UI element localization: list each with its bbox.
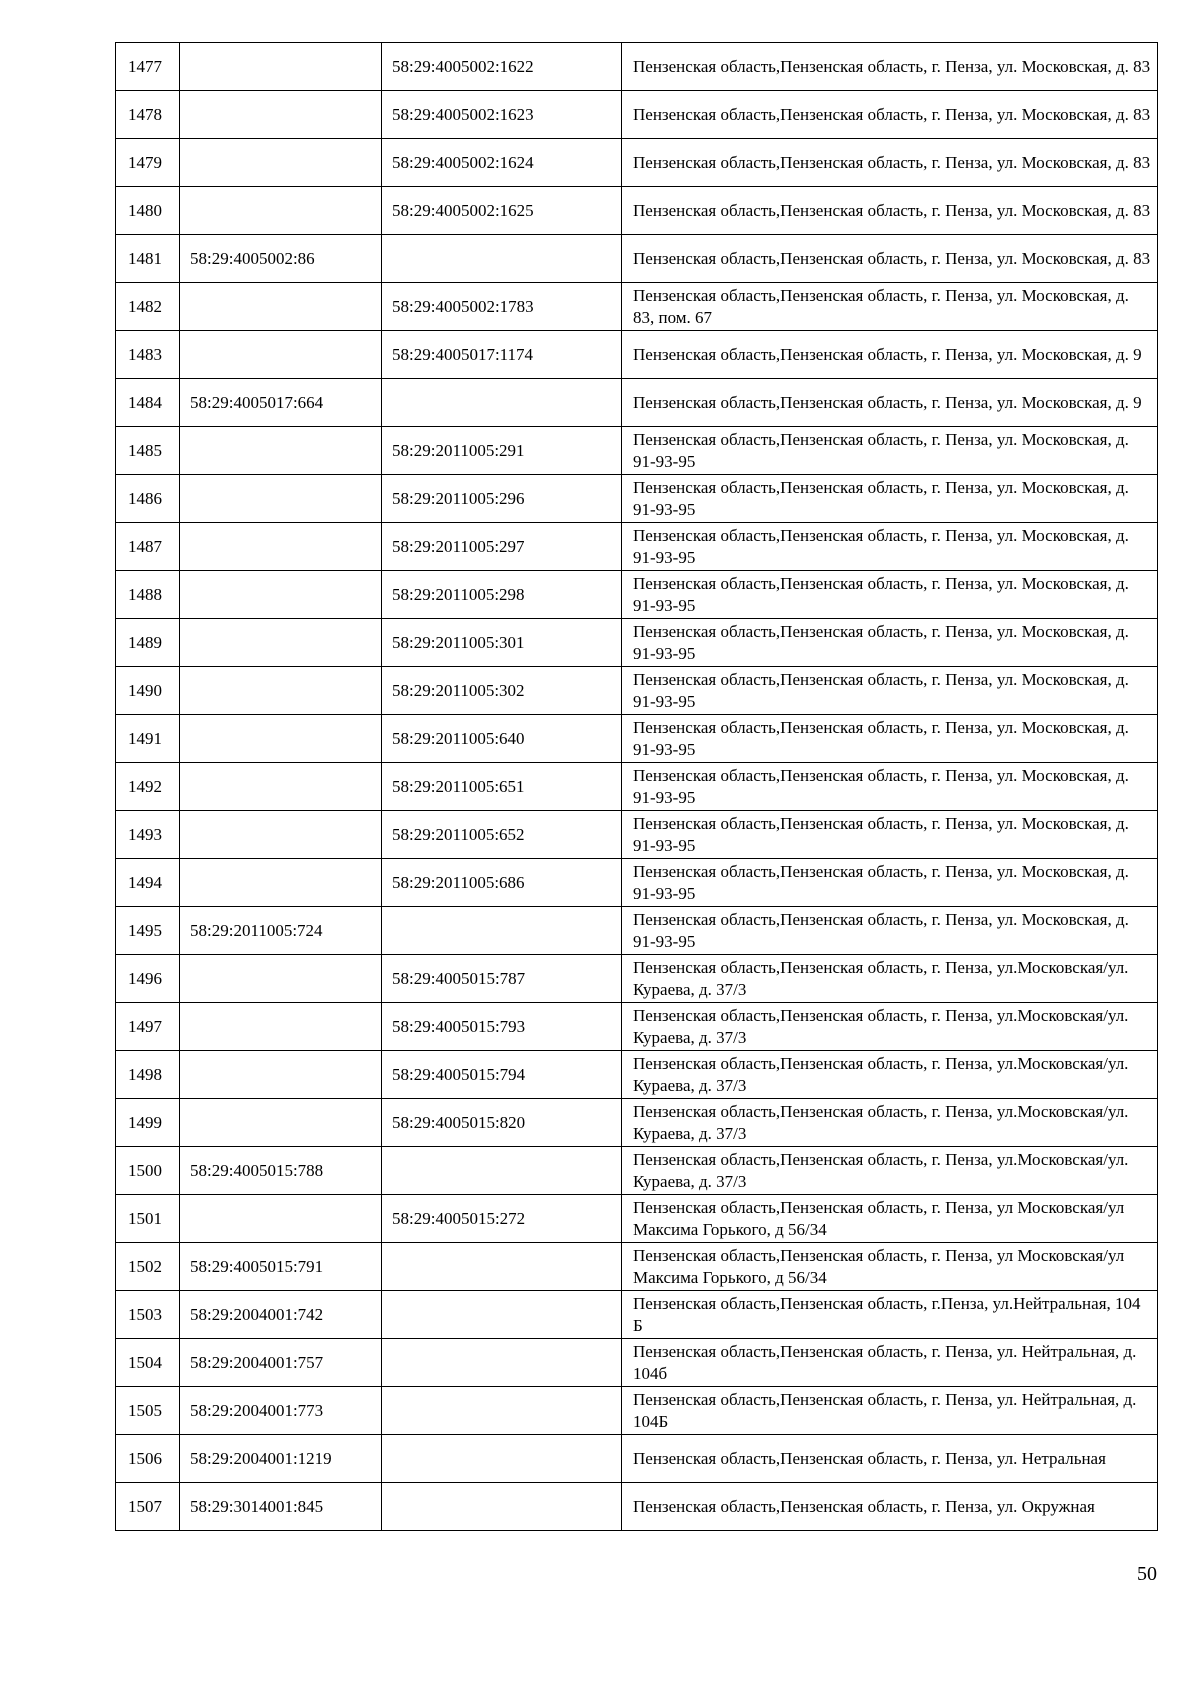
table-row (116, 523, 1158, 571)
table-row (116, 1147, 1158, 1195)
address-cell: Пензенская область,Пензенская область, г. Пенза, ул.Московская/ул. Кураева, д. 37/3 (622, 955, 1158, 1003)
address-cell: Пензенская область,Пензенская область, г. Пенза, ул Московская/ул Максима Горького, д 56/34 (622, 1243, 1158, 1291)
cadastral-number-a-cell (180, 619, 382, 667)
address-cell: Пензенская область,Пензенская область, г. Пенза, ул.Московская/ул. Кураева, д. 37/3 (622, 1051, 1158, 1099)
row-number-cell: 1494 (116, 859, 180, 907)
table-row (116, 379, 1158, 427)
cadastral-number-a-cell (180, 571, 382, 619)
address-cell: Пензенская область,Пензенская область, г. Пенза, ул. Московская, д. 91-93-95 (622, 907, 1158, 955)
table-row (116, 1291, 1158, 1339)
row-number-cell: 1495 (116, 907, 180, 955)
address-cell: Пензенская область,Пензенская область, г. Пенза, ул. Нетральная (622, 1435, 1158, 1483)
row-number-cell: 1487 (116, 523, 180, 571)
address-cell: Пензенская область,Пензенская область, г. Пенза, ул. Московская, д. 83 (622, 43, 1158, 91)
cadastral-number-b-cell: 58:29:4005015:820 (382, 1099, 622, 1147)
cadastral-number-a-cell (180, 331, 382, 379)
cadastral-number-b-cell: 58:29:4005015:794 (382, 1051, 622, 1099)
cadastral-number-b-cell: 58:29:2011005:291 (382, 427, 622, 475)
row-number-cell: 1504 (116, 1339, 180, 1387)
cadastral-number-a-cell (180, 859, 382, 907)
row-number-cell: 1490 (116, 667, 180, 715)
row-number-cell: 1481 (116, 235, 180, 283)
row-number-cell: 1482 (116, 283, 180, 331)
cadastral-number-a-cell: 58:29:4005017:664 (180, 379, 382, 427)
cadastral-number-b-cell: 58:29:2011005:652 (382, 811, 622, 859)
registry-table (115, 42, 1158, 1531)
row-number-cell: 1483 (116, 331, 180, 379)
page-number: 50 (1137, 1563, 1157, 1585)
row-number-cell: 1502 (116, 1243, 180, 1291)
row-number-cell: 1488 (116, 571, 180, 619)
address-cell: Пензенская область,Пензенская область, г. Пенза, ул. Московская, д. 91-93-95 (622, 571, 1158, 619)
cadastral-number-b-cell: 58:29:2011005:651 (382, 763, 622, 811)
cadastral-number-b-cell: 58:29:4005002:1622 (382, 43, 622, 91)
address-cell: Пензенская область,Пензенская область, г. Пенза, ул. Московская, д. 91-93-95 (622, 475, 1158, 523)
address-cell: Пензенская область,Пензенская область, г. Пенза, ул.Московская/ул. Кураева, д. 37/3 (622, 1099, 1158, 1147)
cadastral-number-b-cell (382, 1339, 622, 1387)
table-row (116, 667, 1158, 715)
cadastral-number-b-cell: 58:29:2011005:640 (382, 715, 622, 763)
row-number-cell: 1492 (116, 763, 180, 811)
cadastral-number-b-cell: 58:29:2011005:297 (382, 523, 622, 571)
cadastral-number-a-cell: 58:29:4005015:788 (180, 1147, 382, 1195)
cadastral-number-b-cell (382, 1291, 622, 1339)
table-row (116, 907, 1158, 955)
cadastral-number-a-cell (180, 139, 382, 187)
cadastral-number-a-cell: 58:29:2004001:742 (180, 1291, 382, 1339)
cadastral-number-b-cell (382, 1147, 622, 1195)
row-number-cell: 1498 (116, 1051, 180, 1099)
cadastral-number-b-cell: 58:29:4005002:1623 (382, 91, 622, 139)
cadastral-number-a-cell (180, 91, 382, 139)
table-row (116, 187, 1158, 235)
table-row (116, 91, 1158, 139)
address-cell: Пензенская область,Пензенская область, г. Пенза, ул. Московская, д. 83 (622, 235, 1158, 283)
address-cell: Пензенская область,Пензенская область, г. Пенза, ул. Окружная (622, 1483, 1158, 1531)
table-row (116, 1339, 1158, 1387)
address-cell: Пензенская область,Пензенская область, г. Пенза, ул.Московская/ул. Кураева, д. 37/3 (622, 1003, 1158, 1051)
cadastral-number-b-cell: 58:29:4005015:787 (382, 955, 622, 1003)
table-row (116, 43, 1158, 91)
cadastral-number-a-cell (180, 1051, 382, 1099)
table-row (116, 859, 1158, 907)
cadastral-number-a-cell (180, 283, 382, 331)
table-row (116, 1003, 1158, 1051)
address-cell: Пензенская область,Пензенская область, г. Пенза, ул. Московская, д. 83, пом. 67 (622, 283, 1158, 331)
table-row (116, 1195, 1158, 1243)
cadastral-number-a-cell (180, 1099, 382, 1147)
cadastral-number-b-cell (382, 907, 622, 955)
cadastral-number-b-cell: 58:29:2011005:301 (382, 619, 622, 667)
cadastral-number-a-cell (180, 1003, 382, 1051)
cadastral-number-a-cell: 58:29:4005015:791 (180, 1243, 382, 1291)
row-number-cell: 1489 (116, 619, 180, 667)
table-row (116, 475, 1158, 523)
table-row (116, 1435, 1158, 1483)
cadastral-number-b-cell (382, 379, 622, 427)
table-row (116, 715, 1158, 763)
cadastral-number-a-cell: 58:29:2004001:773 (180, 1387, 382, 1435)
cadastral-number-a-cell (180, 43, 382, 91)
cadastral-number-b-cell: 58:29:2011005:298 (382, 571, 622, 619)
table-row (116, 139, 1158, 187)
address-cell: Пензенская область,Пензенская область, г. Пенза, ул.Московская/ул. Кураева, д. 37/3 (622, 1147, 1158, 1195)
row-number-cell: 1506 (116, 1435, 180, 1483)
cadastral-number-a-cell (180, 523, 382, 571)
address-cell: Пензенская область,Пензенская область, г. Пенза, ул. Московская, д. 83 (622, 187, 1158, 235)
cadastral-number-a-cell (180, 763, 382, 811)
row-number-cell: 1480 (116, 187, 180, 235)
row-number-cell: 1501 (116, 1195, 180, 1243)
cadastral-number-b-cell (382, 1243, 622, 1291)
address-cell: Пензенская область,Пензенская область, г. Пенза, ул. Нейтральная, д. 104Б (622, 1387, 1158, 1435)
row-number-cell: 1499 (116, 1099, 180, 1147)
address-cell: Пензенская область,Пензенская область, г.Пенза, ул.Нейтральная, 104 Б (622, 1291, 1158, 1339)
address-cell: Пензенская область,Пензенская область, г. Пенза, ул. Московская, д. 9 (622, 379, 1158, 427)
row-number-cell: 1505 (116, 1387, 180, 1435)
cadastral-number-a-cell: 58:29:3014001:845 (180, 1483, 382, 1531)
row-number-cell: 1496 (116, 955, 180, 1003)
cadastral-number-a-cell (180, 715, 382, 763)
address-cell: Пензенская область,Пензенская область, г. Пенза, ул. Московская, д. 9 (622, 331, 1158, 379)
cadastral-number-b-cell (382, 1435, 622, 1483)
table-row (116, 1099, 1158, 1147)
row-number-cell: 1477 (116, 43, 180, 91)
cadastral-number-b-cell: 58:29:4005002:1625 (382, 187, 622, 235)
row-number-cell: 1500 (116, 1147, 180, 1195)
row-number-cell: 1491 (116, 715, 180, 763)
cadastral-number-a-cell (180, 955, 382, 1003)
cadastral-number-b-cell: 58:29:4005015:793 (382, 1003, 622, 1051)
cadastral-number-a-cell: 58:29:4005002:86 (180, 235, 382, 283)
address-cell: Пензенская область,Пензенская область, г. Пенза, ул Московская/ул Максима Горького, д 56/34 (622, 1195, 1158, 1243)
cadastral-number-b-cell: 58:29:4005002:1783 (382, 283, 622, 331)
table-row (116, 1387, 1158, 1435)
table-row (116, 811, 1158, 859)
cadastral-number-b-cell (382, 1387, 622, 1435)
address-cell: Пензенская область,Пензенская область, г. Пенза, ул. Московская, д. 91-93-95 (622, 811, 1158, 859)
address-cell: Пензенская область,Пензенская область, г. Пенза, ул. Московская, д. 91-93-95 (622, 619, 1158, 667)
row-number-cell: 1493 (116, 811, 180, 859)
address-cell: Пензенская область,Пензенская область, г. Пенза, ул. Московская, д. 91-93-95 (622, 667, 1158, 715)
table-row (116, 1243, 1158, 1291)
address-cell: Пензенская область,Пензенская область, г. Пенза, ул. Московская, д. 91-93-95 (622, 715, 1158, 763)
table-row (116, 763, 1158, 811)
table-row (116, 331, 1158, 379)
table-row (116, 235, 1158, 283)
cadastral-number-a-cell (180, 667, 382, 715)
registry-table-body (116, 43, 1158, 1531)
cadastral-number-a-cell (180, 1195, 382, 1243)
table-row (116, 283, 1158, 331)
table-row (116, 955, 1158, 1003)
cadastral-number-a-cell (180, 811, 382, 859)
address-cell: Пензенская область,Пензенская область, г. Пенза, ул. Нейтральная, д. 104б (622, 1339, 1158, 1387)
address-cell: Пензенская область,Пензенская область, г. Пенза, ул. Московская, д. 91-93-95 (622, 859, 1158, 907)
table-row (116, 571, 1158, 619)
row-number-cell: 1503 (116, 1291, 180, 1339)
address-cell: Пензенская область,Пензенская область, г. Пенза, ул. Московская, д. 83 (622, 139, 1158, 187)
cadastral-number-b-cell: 58:29:4005002:1624 (382, 139, 622, 187)
row-number-cell: 1479 (116, 139, 180, 187)
cadastral-number-b-cell: 58:29:2011005:296 (382, 475, 622, 523)
cadastral-number-b-cell: 58:29:4005017:1174 (382, 331, 622, 379)
cadastral-number-b-cell (382, 1483, 622, 1531)
cadastral-number-a-cell (180, 187, 382, 235)
cadastral-number-b-cell (382, 235, 622, 283)
cadastral-number-a-cell: 58:29:2011005:724 (180, 907, 382, 955)
table-row (116, 1483, 1158, 1531)
cadastral-number-a-cell: 58:29:2004001:1219 (180, 1435, 382, 1483)
cadastral-number-a-cell (180, 475, 382, 523)
address-cell: Пензенская область,Пензенская область, г. Пенза, ул. Московская, д. 83 (622, 91, 1158, 139)
row-number-cell: 1478 (116, 91, 180, 139)
cadastral-number-b-cell: 58:29:2011005:302 (382, 667, 622, 715)
address-cell: Пензенская область,Пензенская область, г. Пенза, ул. Московская, д. 91-93-95 (622, 523, 1158, 571)
row-number-cell: 1507 (116, 1483, 180, 1531)
row-number-cell: 1497 (116, 1003, 180, 1051)
table-row (116, 427, 1158, 475)
cadastral-number-a-cell: 58:29:2004001:757 (180, 1339, 382, 1387)
row-number-cell: 1485 (116, 427, 180, 475)
table-row (116, 1051, 1158, 1099)
address-cell: Пензенская область,Пензенская область, г. Пенза, ул. Московская, д. 91-93-95 (622, 763, 1158, 811)
address-cell: Пензенская область,Пензенская область, г. Пенза, ул. Московская, д. 91-93-95 (622, 427, 1158, 475)
table-row (116, 619, 1158, 667)
cadastral-number-b-cell: 58:29:2011005:686 (382, 859, 622, 907)
row-number-cell: 1486 (116, 475, 180, 523)
cadastral-number-a-cell (180, 427, 382, 475)
row-number-cell: 1484 (116, 379, 180, 427)
cadastral-number-b-cell: 58:29:4005015:272 (382, 1195, 622, 1243)
